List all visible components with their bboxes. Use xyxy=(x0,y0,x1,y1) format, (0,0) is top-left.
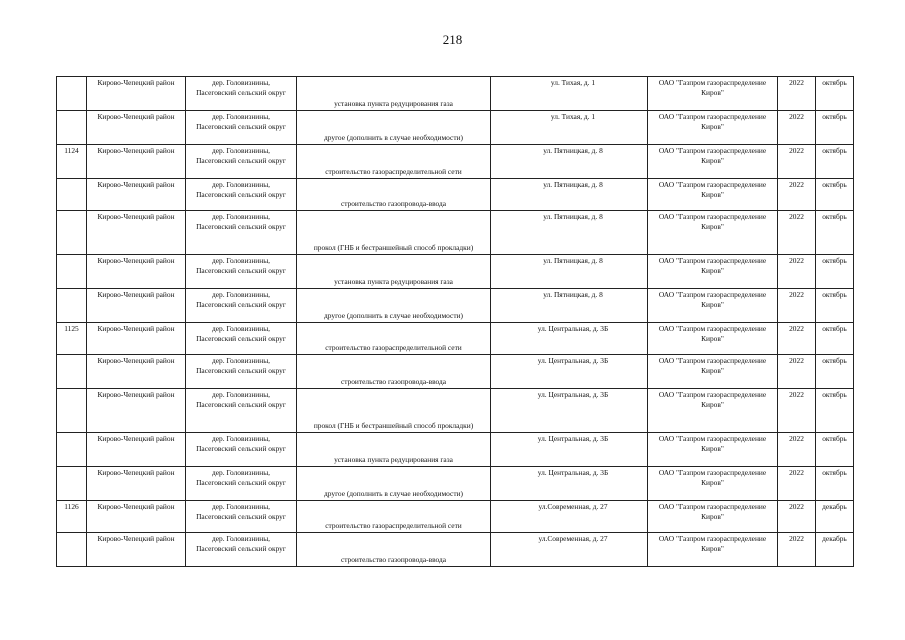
row-number xyxy=(57,355,87,389)
organization-city: Киров" xyxy=(701,400,724,409)
settlement-name: дер. Головизнины, xyxy=(211,256,271,265)
settlement-district: Пасеговский сельский округ xyxy=(196,122,286,131)
month-cell: декабрь xyxy=(816,501,854,533)
organization-city: Киров" xyxy=(701,300,724,309)
settlement-cell xyxy=(186,211,297,255)
settlement-district: Пасеговский сельский округ xyxy=(196,400,286,409)
address-cell: ул. Тихая, д. 1 xyxy=(491,111,648,145)
organization-city: Киров" xyxy=(701,222,724,231)
organization-city: Киров" xyxy=(701,266,724,275)
organization-cell xyxy=(648,289,778,323)
table-row xyxy=(57,145,854,179)
district-cell: Кирово-Чепецкий район xyxy=(87,323,186,355)
settlement-district: Пасеговский сельский округ xyxy=(196,266,286,275)
row-number xyxy=(57,389,87,433)
district-cell: Кирово-Чепецкий район xyxy=(87,289,186,323)
settlement-name: дер. Головизнины, xyxy=(211,502,271,511)
organization-city: Киров" xyxy=(701,444,724,453)
month-cell: октябрь xyxy=(816,355,854,389)
settlement-district: Пасеговский сельский округ xyxy=(196,478,286,487)
organization-name: ОАО "Газпром газораспределение xyxy=(658,78,767,87)
table-row xyxy=(57,467,854,501)
work-type-cell: другое (дополнить в случае необходимости) xyxy=(297,289,491,323)
organization-name: ОАО "Газпром газораспределение xyxy=(658,502,767,511)
month-cell: октябрь xyxy=(816,77,854,111)
work-type-cell: другое (дополнить в случае необходимости) xyxy=(297,111,491,145)
year-cell: 2022 xyxy=(778,179,816,211)
organization-cell xyxy=(648,501,778,533)
year-cell: 2022 xyxy=(778,77,816,111)
organization-cell xyxy=(648,77,778,111)
row-number: 1125 xyxy=(57,323,87,355)
work-type-cell: строительство газопровода-ввода xyxy=(297,533,491,567)
table-row xyxy=(57,179,854,211)
registry-table xyxy=(56,76,854,567)
settlement-name: дер. Головизнины, xyxy=(211,324,271,333)
settlement-name: дер. Головизнины, xyxy=(211,112,271,121)
organization-name: ОАО "Газпром газораспределение xyxy=(658,180,767,189)
work-type-cell: строительство газопровода-ввода xyxy=(297,179,491,211)
year-cell: 2022 xyxy=(778,533,816,567)
settlement-district: Пасеговский сельский округ xyxy=(196,190,286,199)
year-cell: 2022 xyxy=(778,467,816,501)
row-number xyxy=(57,255,87,289)
settlement-cell xyxy=(186,533,297,567)
district-cell: Кирово-Чепецкий район xyxy=(87,501,186,533)
settlement-cell xyxy=(186,501,297,533)
settlement-name: дер. Головизнины, xyxy=(211,390,271,399)
settlement-name: дер. Головизнины, xyxy=(211,468,271,477)
organization-name: ОАО "Газпром газораспределение xyxy=(658,212,767,221)
table-row xyxy=(57,533,854,567)
settlement-cell xyxy=(186,355,297,389)
organization-cell xyxy=(648,111,778,145)
settlement-cell xyxy=(186,111,297,145)
settlement-name: дер. Головизнины, xyxy=(211,434,271,443)
address-cell: ул. Пятницкая, д. 8 xyxy=(491,255,648,289)
table-body xyxy=(57,77,854,567)
row-number xyxy=(57,533,87,567)
month-cell: декабрь xyxy=(816,533,854,567)
district-cell: Кирово-Чепецкий район xyxy=(87,433,186,467)
year-cell: 2022 xyxy=(778,355,816,389)
year-cell: 2022 xyxy=(778,289,816,323)
organization-cell xyxy=(648,467,778,501)
table-row xyxy=(57,389,854,433)
settlement-district: Пасеговский сельский округ xyxy=(196,300,286,309)
organization-city: Киров" xyxy=(701,512,724,521)
work-type-cell: прокол (ГНБ и бестраншейный способ прокладки) xyxy=(297,211,491,255)
organization-cell xyxy=(648,533,778,567)
table-row xyxy=(57,77,854,111)
settlement-cell xyxy=(186,389,297,433)
settlement-cell xyxy=(186,179,297,211)
settlement-district: Пасеговский сельский округ xyxy=(196,544,286,553)
organization-name: ОАО "Газпром газораспределение xyxy=(658,146,767,155)
organization-cell xyxy=(648,179,778,211)
organization-name: ОАО "Газпром газораспределение xyxy=(658,112,767,121)
settlement-cell xyxy=(186,255,297,289)
work-type-cell: установка пункта редуцирования газа xyxy=(297,77,491,111)
row-number xyxy=(57,211,87,255)
month-cell: октябрь xyxy=(816,111,854,145)
settlement-cell xyxy=(186,145,297,179)
month-cell: октябрь xyxy=(816,255,854,289)
district-cell: Кирово-Чепецкий район xyxy=(87,467,186,501)
year-cell: 2022 xyxy=(778,211,816,255)
year-cell: 2022 xyxy=(778,145,816,179)
organization-name: ОАО "Газпром газораспределение xyxy=(658,534,767,543)
address-cell: ул. Центральная, д. 3Б xyxy=(491,433,648,467)
organization-city: Киров" xyxy=(701,334,724,343)
row-number xyxy=(57,433,87,467)
organization-cell xyxy=(648,433,778,467)
page-number: 218 xyxy=(442,32,463,47)
district-cell: Кирово-Чепецкий район xyxy=(87,179,186,211)
month-cell: октябрь xyxy=(816,433,854,467)
organization-name: ОАО "Газпром газораспределение xyxy=(658,256,767,265)
work-type-cell: строительство газораспределительной сети xyxy=(297,323,491,355)
organization-name: ОАО "Газпром газораспределение xyxy=(658,290,767,299)
work-type-cell: строительство газораспределительной сети xyxy=(297,145,491,179)
district-cell: Кирово-Чепецкий район xyxy=(87,355,186,389)
month-cell: октябрь xyxy=(816,179,854,211)
organization-cell xyxy=(648,355,778,389)
year-cell: 2022 xyxy=(778,255,816,289)
settlement-district: Пасеговский сельский округ xyxy=(196,156,286,165)
organization-city: Киров" xyxy=(701,478,724,487)
address-cell: ул. Пятницкая, д. 8 xyxy=(491,179,648,211)
settlement-name: дер. Головизнины, xyxy=(211,356,271,365)
row-number: 1126 xyxy=(57,501,87,533)
settlement-name: дер. Головизнины, xyxy=(211,290,271,299)
settlement-cell xyxy=(186,77,297,111)
table-row xyxy=(57,111,854,145)
table-row xyxy=(57,355,854,389)
work-type-cell: установка пункта редуцирования газа xyxy=(297,255,491,289)
settlement-district: Пасеговский сельский округ xyxy=(196,512,286,521)
settlement-cell xyxy=(186,433,297,467)
settlement-cell xyxy=(186,289,297,323)
settlement-district: Пасеговский сельский округ xyxy=(196,334,286,343)
address-cell: ул. Пятницкая, д. 8 xyxy=(491,289,648,323)
year-cell: 2022 xyxy=(778,323,816,355)
table-row xyxy=(57,255,854,289)
address-cell: ул. Пятницкая, д. 8 xyxy=(491,145,648,179)
organization-city: Киров" xyxy=(701,190,724,199)
organization-name: ОАО "Газпром газораспределение xyxy=(658,356,767,365)
settlement-district: Пасеговский сельский округ xyxy=(196,366,286,375)
settlement-district: Пасеговский сельский округ xyxy=(196,88,286,97)
address-cell: ул. Центральная, д. 3Б xyxy=(491,323,648,355)
year-cell: 2022 xyxy=(778,389,816,433)
work-type-cell: строительство газораспределительной сети xyxy=(297,501,491,533)
work-type-cell: установка пункта редуцирования газа xyxy=(297,433,491,467)
address-cell: ул.Современная, д. 27 xyxy=(491,501,648,533)
settlement-district: Пасеговский сельский округ xyxy=(196,222,286,231)
table-row xyxy=(57,501,854,533)
organization-name: ОАО "Газпром газораспределение xyxy=(658,468,767,477)
settlement-name: дер. Головизнины, xyxy=(211,212,271,221)
address-cell: ул. Центральная, д. 3Б xyxy=(491,467,648,501)
district-cell: Кирово-Чепецкий район xyxy=(87,111,186,145)
row-number xyxy=(57,289,87,323)
organization-cell xyxy=(648,389,778,433)
month-cell: октябрь xyxy=(816,467,854,501)
address-cell: ул. Пятницкая, д. 8 xyxy=(491,211,648,255)
district-cell: Кирово-Чепецкий район xyxy=(87,533,186,567)
table-row xyxy=(57,211,854,255)
organization-name: ОАО "Газпром газораспределение xyxy=(658,434,767,443)
district-cell: Кирово-Чепецкий район xyxy=(87,255,186,289)
month-cell: октябрь xyxy=(816,389,854,433)
month-cell: октябрь xyxy=(816,323,854,355)
work-type-cell: прокол (ГНБ и бестраншейный способ прокладки) xyxy=(297,389,491,433)
settlement-name: дер. Головизнины, xyxy=(211,78,271,87)
district-cell: Кирово-Чепецкий район xyxy=(87,77,186,111)
month-cell: октябрь xyxy=(816,289,854,323)
organization-city: Киров" xyxy=(701,544,724,553)
row-number xyxy=(57,467,87,501)
organization-cell xyxy=(648,255,778,289)
settlement-district: Пасеговский сельский округ xyxy=(196,444,286,453)
settlement-cell xyxy=(186,323,297,355)
address-cell: ул. Центральная, д. 3Б xyxy=(491,355,648,389)
year-cell: 2022 xyxy=(778,433,816,467)
organization-city: Киров" xyxy=(701,88,724,97)
month-cell: октябрь xyxy=(816,145,854,179)
settlement-name: дер. Головизнины, xyxy=(211,146,271,155)
settlement-name: дер. Головизнины, xyxy=(211,534,271,543)
row-number: 1124 xyxy=(57,145,87,179)
organization-cell xyxy=(648,211,778,255)
address-cell: ул. Центральная, д. 3Б xyxy=(491,389,648,433)
organization-city: Киров" xyxy=(701,366,724,375)
district-cell: Кирово-Чепецкий район xyxy=(87,389,186,433)
district-cell: Кирово-Чепецкий район xyxy=(87,211,186,255)
table-row xyxy=(57,433,854,467)
table-row xyxy=(57,323,854,355)
year-cell: 2022 xyxy=(778,501,816,533)
organization-name: ОАО "Газпром газораспределение xyxy=(658,390,767,399)
organization-cell xyxy=(648,323,778,355)
row-number xyxy=(57,179,87,211)
settlement-name: дер. Головизнины, xyxy=(211,180,271,189)
district-cell: Кирово-Чепецкий район xyxy=(87,145,186,179)
organization-cell xyxy=(648,145,778,179)
settlement-cell xyxy=(186,467,297,501)
organization-city: Киров" xyxy=(701,156,724,165)
work-type-cell: другое (дополнить в случае необходимости) xyxy=(297,467,491,501)
address-cell: ул.Современная, д. 27 xyxy=(491,533,648,567)
address-cell: ул. Тихая, д. 1 xyxy=(491,77,648,111)
month-cell: октябрь xyxy=(816,211,854,255)
organization-name: ОАО "Газпром газораспределение xyxy=(658,324,767,333)
organization-city: Киров" xyxy=(701,122,724,131)
row-number xyxy=(57,111,87,145)
work-type-cell: строительство газопровода-ввода xyxy=(297,355,491,389)
row-number xyxy=(57,77,87,111)
table-row xyxy=(57,289,854,323)
year-cell: 2022 xyxy=(778,111,816,145)
